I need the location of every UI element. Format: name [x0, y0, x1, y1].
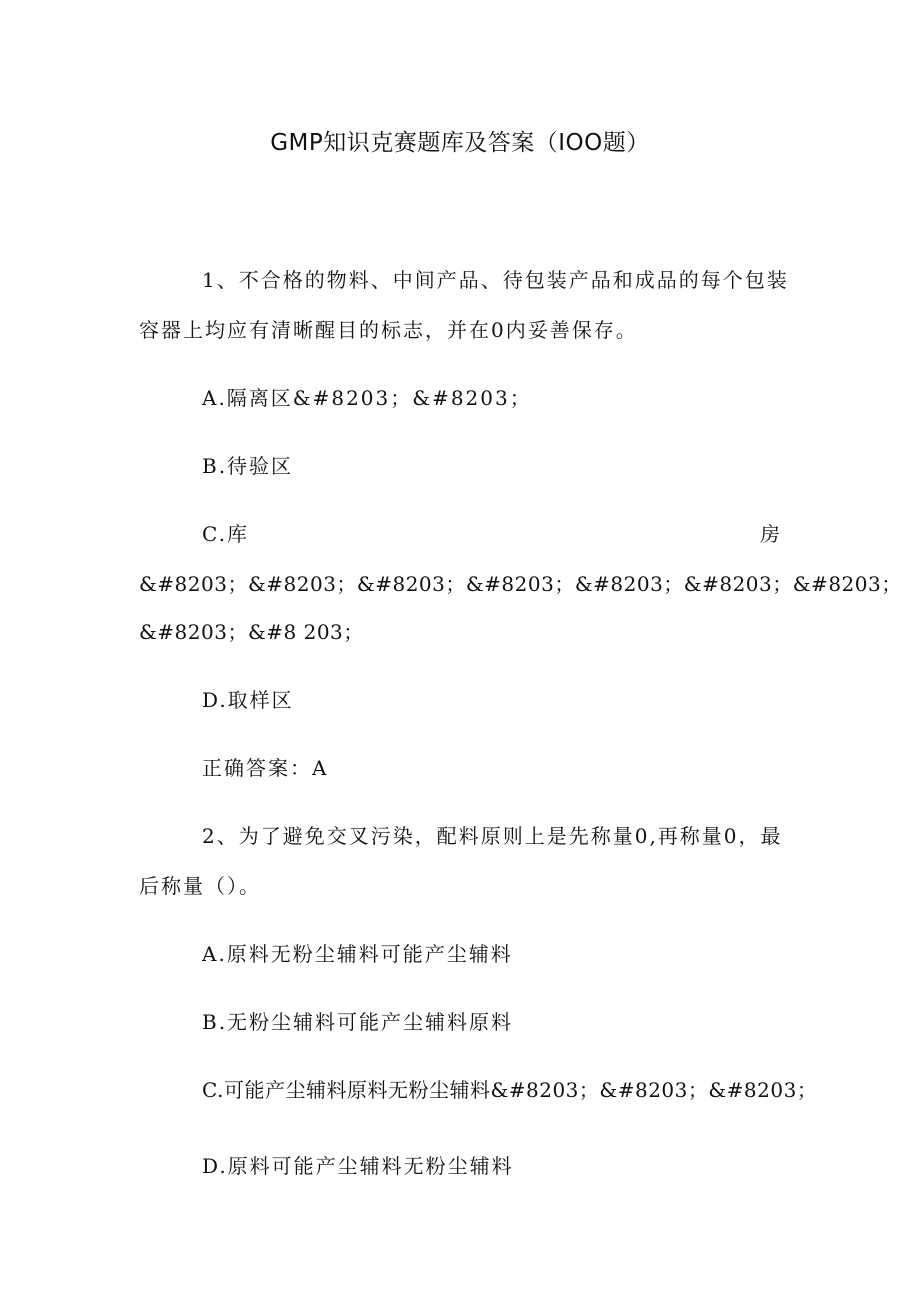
question-1-answer: 正确答案：A — [202, 756, 329, 780]
question-2-stem-line-2: 后称量（）。 — [139, 874, 261, 898]
question-2-option-b: B.无粉尘辅料可能产尘辅料原料 — [202, 1010, 514, 1034]
question-1-option-c-right-word: 房 — [760, 522, 780, 546]
question-1-option-c: C.库 — [202, 522, 249, 546]
question-1-stem-line-1: 1、不合格的物料、中间产品、待包装产品和成品的每个包装 — [202, 268, 789, 292]
question-2-stem-line-1: 2、为了避免交叉污染，配料原则上是先称量0,再称量0，最 — [202, 824, 783, 848]
question-2-option-d: D.原料可能产尘辅料无粉尘辅料 — [202, 1154, 514, 1178]
question-2-option-a: A.原料无粉尘辅料可能产尘辅料 — [202, 942, 513, 966]
question-1-option-b: B.待验区 — [202, 454, 294, 478]
question-1-stem-line-2: 容器上均应有清晰醒目的标志，并在0内妥善保存。 — [139, 318, 638, 342]
question-1-option-c-line-2: &#8203；&#8203；&#8203；&#8203；&#8203；&#8203；&#8203； — [139, 572, 902, 596]
question-1-option-a: A.隔离区&#8203；&#8203； — [202, 386, 532, 410]
question-1-option-c-line-3: &#8203；&#8 203； — [139, 620, 364, 644]
question-2-option-c: C.可能产尘辅料原料无粉尘辅料&#8203；&#8203；&#8203； — [202, 1078, 818, 1102]
question-1-option-d: D.取样区 — [202, 688, 294, 712]
document-title: GMP知识克赛题库及答案（IOO题） — [270, 130, 650, 156]
